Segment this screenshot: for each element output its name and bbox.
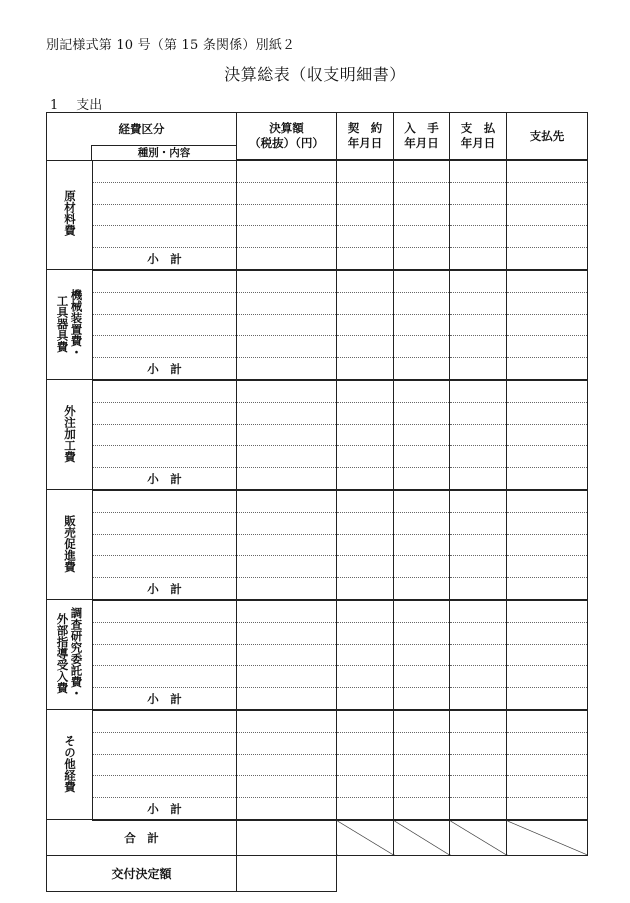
amount-cell[interactable] — [237, 688, 337, 710]
payee-cell[interactable] — [507, 226, 588, 248]
amount-cell[interactable] — [237, 622, 337, 644]
payment-date-cell[interactable] — [450, 622, 507, 644]
amount-cell[interactable] — [237, 226, 337, 248]
amount-cell[interactable] — [237, 512, 337, 534]
receipt-date-cell[interactable] — [394, 446, 450, 468]
payment-date-cell[interactable] — [450, 688, 507, 710]
receipt-date-cell[interactable] — [394, 622, 450, 644]
payee-cell[interactable] — [507, 512, 588, 534]
contract-date-cell[interactable] — [337, 204, 394, 226]
amount-cell[interactable] — [237, 160, 337, 182]
item-cell[interactable] — [93, 710, 237, 732]
item-cell[interactable] — [93, 754, 237, 776]
payee-cell[interactable] — [507, 600, 588, 622]
grant-row — [47, 855, 337, 891]
receipt-date-cell[interactable] — [394, 710, 450, 732]
amount-cell[interactable] — [237, 336, 337, 358]
total-contract-slash — [337, 820, 394, 856]
contract-date-cell[interactable] — [337, 578, 394, 600]
item-cell[interactable] — [93, 314, 237, 336]
subtotal-row — [47, 468, 588, 490]
contract-date-cell[interactable] — [337, 358, 394, 380]
table-row — [47, 270, 588, 292]
category-header-label: 経費区分 — [118, 122, 165, 136]
payee-cell[interactable] — [507, 490, 588, 512]
receipt-date-cell[interactable] — [394, 160, 450, 182]
contract-date-cell[interactable] — [337, 798, 394, 820]
payment-date-cell[interactable] — [450, 160, 507, 182]
receipt-date-cell[interactable] — [394, 248, 450, 270]
group-label-line2: 工具器具費 — [55, 294, 70, 353]
contract-date-cell[interactable] — [337, 380, 394, 402]
subtotal-row — [47, 688, 588, 710]
amount-cell[interactable] — [237, 446, 337, 468]
amount-cell[interactable] — [237, 600, 337, 622]
table-row — [47, 666, 588, 688]
payee-cell[interactable] — [507, 292, 588, 314]
table-row — [47, 424, 588, 446]
total-payment-slash — [450, 820, 507, 856]
contract-date-cell[interactable] — [337, 292, 394, 314]
contract-date-cell[interactable] — [337, 600, 394, 622]
payment-date-header: 支 払 年月日 — [450, 113, 507, 161]
payee-header: 支払先 — [507, 113, 588, 161]
receipt-date-cell[interactable] — [394, 270, 450, 292]
item-cell[interactable] — [93, 336, 237, 358]
table-row — [47, 446, 588, 468]
payee-cell[interactable] — [507, 754, 588, 776]
contract-date-cell[interactable] — [337, 160, 394, 182]
contract-date-cell[interactable] — [337, 622, 394, 644]
contract-date-cell[interactable] — [337, 732, 394, 754]
subtotal-row — [47, 358, 588, 380]
total-row — [47, 820, 588, 856]
receipt-date-cell[interactable] — [394, 468, 450, 490]
payment-date-cell[interactable] — [450, 336, 507, 358]
item-cell[interactable] — [93, 182, 237, 204]
payment-date-cell[interactable] — [450, 754, 507, 776]
table-row — [47, 512, 588, 534]
item-cell[interactable] — [93, 424, 237, 446]
group-label-line1: 調査研究委託費・ — [69, 607, 84, 700]
item-cell[interactable] — [93, 160, 237, 182]
contract-date-cell[interactable] — [337, 556, 394, 578]
contract-date-cell[interactable] — [337, 644, 394, 666]
table-row — [47, 534, 588, 556]
subtotal-row — [47, 578, 588, 600]
payment-date-cell[interactable] — [450, 556, 507, 578]
group-label-text — [56, 289, 84, 358]
header-row — [47, 113, 588, 161]
receipt-date-cell[interactable] — [394, 776, 450, 798]
receipt-date-cell[interactable] — [394, 798, 450, 820]
payee-cell[interactable] — [507, 710, 588, 732]
contract-date-cell[interactable] — [337, 666, 394, 688]
receipt-date-cell[interactable] — [394, 512, 450, 534]
contract-date-cell[interactable] — [337, 754, 394, 776]
payment-date-cell[interactable] — [450, 358, 507, 380]
table-row — [47, 402, 588, 424]
payment-date-cell[interactable] — [450, 402, 507, 424]
payment-date-cell[interactable] — [450, 512, 507, 534]
item-cell[interactable] — [93, 402, 237, 424]
subtotal-label: 小 計 — [93, 578, 237, 600]
section-label: 支出 — [76, 98, 103, 113]
group-label-5 — [47, 600, 93, 710]
group-label-3 — [47, 380, 93, 490]
item-cell[interactable] — [93, 204, 237, 226]
receipt-date-cell[interactable] — [394, 578, 450, 600]
payment-date-cell[interactable] — [450, 490, 507, 512]
table-row — [47, 204, 588, 226]
table-row — [47, 556, 588, 578]
amount-cell[interactable] — [237, 314, 337, 336]
amount-cell[interactable] — [237, 578, 337, 600]
payment-date-cell[interactable] — [450, 270, 507, 292]
receipt-date-cell[interactable] — [394, 402, 450, 424]
payment-date-cell[interactable] — [450, 644, 507, 666]
table-row — [47, 710, 588, 732]
amount-cell[interactable] — [237, 754, 337, 776]
amount-cell[interactable] — [237, 292, 337, 314]
amount-cell[interactable] — [237, 358, 337, 380]
amount-cell[interactable] — [237, 644, 337, 666]
amount-cell[interactable] — [237, 380, 337, 402]
section-heading — [50, 94, 102, 113]
payee-cell[interactable] — [507, 336, 588, 358]
payee-cell[interactable] — [507, 578, 588, 600]
item-cell[interactable] — [93, 600, 237, 622]
payee-cell[interactable] — [507, 204, 588, 226]
item-cell[interactable] — [93, 556, 237, 578]
contract-date-cell[interactable] — [337, 402, 394, 424]
grant-amount-cell[interactable] — [237, 855, 337, 891]
payee-cell[interactable] — [507, 732, 588, 754]
payment-date-cell[interactable] — [450, 534, 507, 556]
receipt-date-cell[interactable] — [394, 490, 450, 512]
group-label-6 — [47, 710, 93, 820]
amount-cell[interactable] — [237, 534, 337, 556]
amount-cell[interactable] — [237, 424, 337, 446]
item-cell[interactable] — [93, 666, 237, 688]
item-cell[interactable] — [93, 380, 237, 402]
contract-date-cell[interactable] — [337, 710, 394, 732]
payee-cell[interactable] — [507, 644, 588, 666]
contract-date-cell[interactable] — [337, 446, 394, 468]
group-label-text: 外注加工費 — [63, 404, 77, 463]
receipt-date-cell[interactable] — [394, 182, 450, 204]
amount-cell[interactable] — [237, 666, 337, 688]
subtotal-row — [47, 248, 588, 270]
payee-cell[interactable] — [507, 776, 588, 798]
receipt-date-cell[interactable] — [394, 644, 450, 666]
receipt-date-cell[interactable] — [394, 314, 450, 336]
item-cell[interactable] — [93, 732, 237, 754]
item-cell[interactable] — [93, 446, 237, 468]
amount-cell[interactable] — [237, 798, 337, 820]
group-label-line1: 機械装置費・ — [69, 288, 84, 358]
payment-date-cell[interactable] — [450, 776, 507, 798]
amount-cell[interactable] — [237, 402, 337, 424]
amount-cell[interactable] — [237, 710, 337, 732]
payee-cell[interactable] — [507, 798, 588, 820]
payment-date-cell[interactable] — [450, 182, 507, 204]
payment-date-cell[interactable] — [450, 292, 507, 314]
amount-cell[interactable] — [237, 248, 337, 270]
contract-date-cell[interactable] — [337, 468, 394, 490]
amount-cell[interactable] — [237, 732, 337, 754]
section-number: 1 — [50, 98, 59, 113]
receipt-date-cell[interactable] — [394, 534, 450, 556]
category-subheader-label: 種別・内容 — [91, 145, 236, 160]
group-label-line2: 外部指導受入費 — [55, 613, 70, 694]
table-row — [47, 754, 588, 776]
page-title: 決算総表（収支明細書） — [224, 65, 406, 84]
receipt-date-cell[interactable] — [394, 292, 450, 314]
payment-date-cell[interactable] — [450, 424, 507, 446]
amount-note: （税抜）（円） — [249, 136, 324, 150]
payment-date-cell[interactable] — [450, 446, 507, 468]
amount-header: 決算額 （税抜）（円） — [237, 113, 337, 161]
contract-date-cell[interactable] — [337, 688, 394, 710]
payment-date-cell[interactable] — [450, 732, 507, 754]
contract-date-cell[interactable] — [337, 182, 394, 204]
subtotal-label: 小 計 — [93, 468, 237, 490]
payee-cell[interactable] — [507, 380, 588, 402]
payment-date-cell[interactable] — [450, 710, 507, 732]
table-row — [47, 226, 588, 248]
table-row — [47, 644, 588, 666]
payee-cell[interactable] — [507, 424, 588, 446]
receipt-date-cell[interactable] — [394, 688, 450, 710]
payee-cell[interactable] — [507, 666, 588, 688]
item-cell[interactable] — [93, 534, 237, 556]
item-cell[interactable] — [93, 292, 237, 314]
payment-date-cell[interactable] — [450, 468, 507, 490]
payment-date-cell[interactable] — [450, 578, 507, 600]
total-amount-cell[interactable] — [237, 820, 337, 856]
grant-label: 交付決定額 — [47, 855, 237, 891]
item-cell[interactable] — [93, 226, 237, 248]
table-row — [47, 622, 588, 644]
receipt-date-cell[interactable] — [394, 204, 450, 226]
expense-table — [46, 112, 588, 856]
payee-cell[interactable] — [507, 688, 588, 710]
group-label-text — [56, 607, 84, 699]
expense-sheet — [46, 112, 588, 892]
group-label-text: 販売促進費 — [63, 514, 77, 573]
table-row — [47, 182, 588, 204]
contract-date-cell[interactable] — [337, 512, 394, 534]
contract-date-cell[interactable] — [337, 270, 394, 292]
receipt-date-cell[interactable] — [394, 226, 450, 248]
contract-date-cell[interactable] — [337, 336, 394, 358]
receipt-date-cell[interactable] — [394, 600, 450, 622]
contract-date-cell[interactable] — [337, 424, 394, 446]
receipt-date-cell[interactable] — [394, 380, 450, 402]
contract-date-cell[interactable] — [337, 534, 394, 556]
amount-cell[interactable] — [237, 270, 337, 292]
payee-cell[interactable] — [507, 358, 588, 380]
receipt-date-cell[interactable] — [394, 556, 450, 578]
item-cell[interactable] — [93, 270, 237, 292]
contract-date-cell[interactable] — [337, 490, 394, 512]
group-label-text: 原材料費 — [63, 190, 77, 237]
grant-table — [46, 855, 337, 892]
receipt-date-cell[interactable] — [394, 358, 450, 380]
form-id: 別記様式第 10 号（第 15 条関係）別紙２ — [46, 38, 296, 53]
group-label-2 — [47, 270, 93, 380]
payee-cell[interactable] — [507, 160, 588, 182]
table-row — [47, 600, 588, 622]
amount-cell[interactable] — [237, 204, 337, 226]
amount-cell[interactable] — [237, 182, 337, 204]
payee-cell[interactable] — [507, 182, 588, 204]
payee-cell[interactable] — [507, 622, 588, 644]
payee-cell[interactable] — [507, 446, 588, 468]
receipt-date-cell[interactable] — [394, 754, 450, 776]
category-header — [47, 113, 237, 161]
contract-date-cell[interactable] — [337, 248, 394, 270]
table-row — [47, 160, 588, 182]
receipt-date-header: 入 手 年月日 — [394, 113, 450, 161]
payee-cell[interactable] — [507, 468, 588, 490]
expense-groups — [47, 160, 588, 820]
table-row — [47, 732, 588, 754]
payment-date-cell[interactable] — [450, 204, 507, 226]
group-label-text: その他経費 — [63, 734, 77, 793]
table-row — [47, 336, 588, 358]
receipt-date-cell[interactable] — [394, 732, 450, 754]
total-label: 合 計 — [47, 820, 237, 856]
table-row — [47, 314, 588, 336]
subtotal-label: 小 計 — [93, 358, 237, 380]
item-cell[interactable] — [93, 622, 237, 644]
amount-cell[interactable] — [237, 490, 337, 512]
group-label-4 — [47, 490, 93, 600]
table-row — [47, 776, 588, 798]
payee-cell[interactable] — [507, 248, 588, 270]
amount-cell[interactable] — [237, 556, 337, 578]
total-receipt-slash — [394, 820, 450, 856]
payment-date-cell[interactable] — [450, 798, 507, 820]
contract-date-cell[interactable] — [337, 314, 394, 336]
payment-date-cell[interactable] — [450, 314, 507, 336]
payee-cell[interactable] — [507, 270, 588, 292]
subtotal-label: 小 計 — [93, 798, 237, 820]
payment-date-cell[interactable] — [450, 666, 507, 688]
payment-date-cell[interactable] — [450, 226, 507, 248]
subtotal-label: 小 計 — [93, 688, 237, 710]
subtotal-row — [47, 798, 588, 820]
payment-date-cell[interactable] — [450, 380, 507, 402]
item-cell[interactable] — [93, 512, 237, 534]
total-payee-slash — [507, 820, 588, 856]
item-cell[interactable] — [93, 490, 237, 512]
payment-date-cell[interactable] — [450, 600, 507, 622]
table-row — [47, 490, 588, 512]
table-row — [47, 292, 588, 314]
payment-date-cell[interactable] — [450, 248, 507, 270]
receipt-date-cell[interactable] — [394, 424, 450, 446]
payee-cell[interactable] — [507, 556, 588, 578]
receipt-date-cell[interactable] — [394, 336, 450, 358]
amount-cell[interactable] — [237, 468, 337, 490]
item-cell[interactable] — [93, 644, 237, 666]
contract-date-cell[interactable] — [337, 776, 394, 798]
contract-date-cell[interactable] — [337, 226, 394, 248]
payee-cell[interactable] — [507, 314, 588, 336]
receipt-date-cell[interactable] — [394, 666, 450, 688]
group-label-1 — [47, 160, 93, 270]
amount-cell[interactable] — [237, 776, 337, 798]
contract-date-header: 契 約 年月日 — [337, 113, 394, 161]
table-row — [47, 380, 588, 402]
subtotal-label: 小 計 — [93, 248, 237, 270]
item-cell[interactable] — [93, 776, 237, 798]
payee-cell[interactable] — [507, 534, 588, 556]
payee-cell[interactable] — [507, 402, 588, 424]
